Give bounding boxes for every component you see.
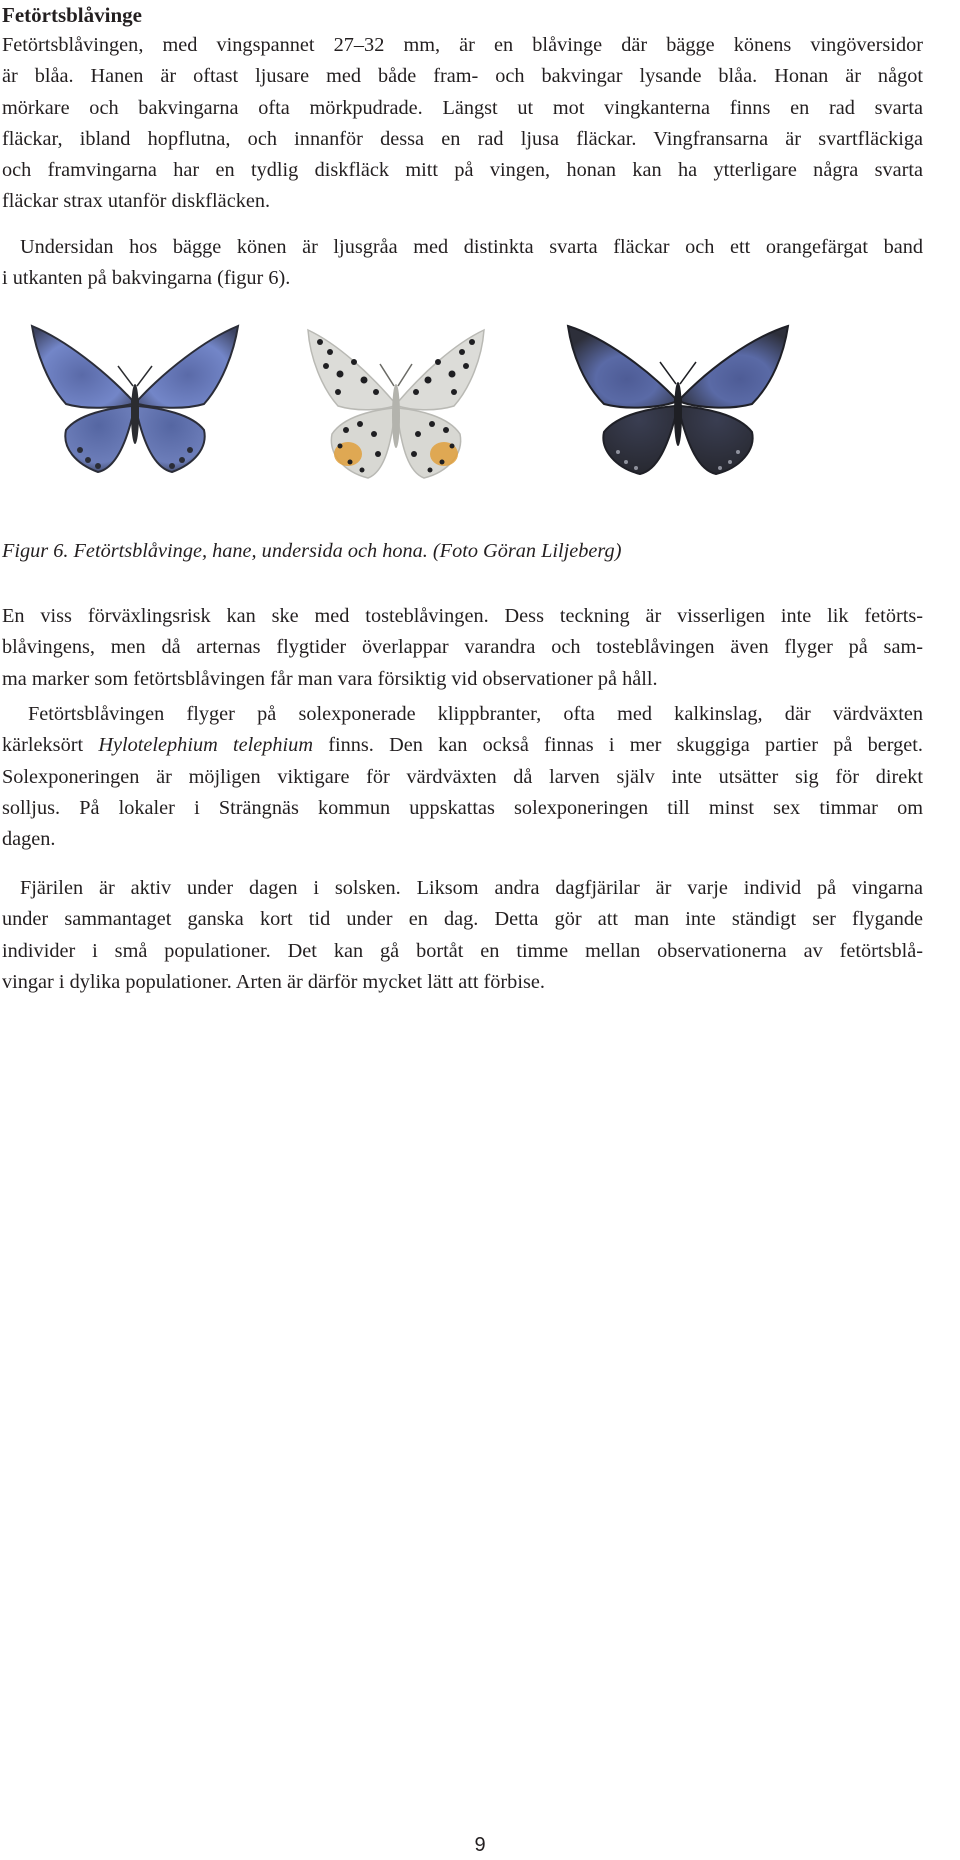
text-line: är blåa. Hanen är oftast ljusare med både fram- och bakvingar lysande blåa. Honan är något <box>2 65 923 88</box>
text-line: Fetörtsblåvingen, med vingspannet 27–32 mm, är en blåvinge där bägge könens vingöversidor <box>2 34 923 56</box>
text-line: under sammantaget ganska kort tid under en dag. Detta gör att man inte ständigt ser flygande <box>2 908 923 931</box>
paragraph-activity <box>2 873 923 998</box>
text-run: kärleksört <box>2 734 99 757</box>
paragraph-habitat <box>2 699 923 855</box>
text-line: mörkare och bakvingarna ofta mörkpudrade. Längst ut mot vingkanterna finns en rad svarta <box>2 96 923 119</box>
text-line: dagen. <box>2 828 56 851</box>
figure-caption <box>2 537 621 565</box>
paragraph-confusion <box>2 601 923 695</box>
caption-credit: (Foto Göran Liljeberg) <box>427 540 622 562</box>
text-line: ma marker som fetörtsblåvingen får man vara försiktig vid observationer på håll. <box>2 667 658 690</box>
species-name: Hylotelephium telephium <box>98 734 313 757</box>
text-line: och framvingarna har en tydlig diskfläck mitt på vingen, honan kan ha ytterligare några svarta <box>2 159 923 182</box>
text-line: Solexponeringen är möjligen viktigare för värdväxten då larven själv inte utsätter sig för direkt <box>2 765 923 788</box>
text-line: Fjärilen är aktiv under dagen i solsken. Liksom andra dagfjärilar är varje individ på vingarna <box>20 877 923 899</box>
text-line: vingar i dylika populationer. Arten är därför mycket lätt att förbise. <box>2 970 545 993</box>
text-line: solljus. På lokaler i Strängnäs kommun uppskattas solexponeringen till minst sex timmar om <box>2 796 923 819</box>
paragraph-description <box>2 30 923 218</box>
page-number: 9 <box>474 1834 486 1856</box>
text-line: individer i små populationer. Det kan gå bortåt en timme mellan observationerna av fetörtsblå- <box>2 939 923 962</box>
caption-main: Figur 6. Fetörtsblåvinge, hane, undersida och hona. <box>2 540 428 562</box>
paragraph-underside <box>2 232 923 295</box>
text-run: finns. Den kan också finnas i mer skuggiga partier på berget. <box>312 734 923 757</box>
figure-butterflies <box>0 322 960 482</box>
female-upperside-image <box>562 322 794 482</box>
underside-image <box>298 322 494 484</box>
text-line: fläckar, ibland hopflutna, och innanför dessa en rad ljusa fläckar. Vingfransarna är svartfläckiga <box>2 127 923 150</box>
text-line: fläckar strax utanför diskfläcken. <box>2 190 271 213</box>
text-line: En viss förväxlingsrisk kan ske med tosteblåvingen. Dess teckning är visserligen inte lik fetörts- <box>2 605 923 627</box>
text-line: blåvingens, men då arternas flygtider överlappar varandra och tosteblåvingen även flyger på sam- <box>2 636 923 659</box>
text-line: i utkanten på bakvingarna (figur 6). <box>2 267 291 290</box>
text-line <box>2 730 923 761</box>
male-upperside-image <box>26 322 244 480</box>
section-heading: Fetörtsblåvinge <box>2 3 142 27</box>
text-line: Undersidan hos bägge könen är ljusgråa med distinkta svarta fläckar och ett orangefärgat band <box>20 236 923 258</box>
text-line: Fetörtsblåvingen flyger på solexponerade klippbranter, ofta med kalkinslag, där värdväxten <box>28 703 923 725</box>
